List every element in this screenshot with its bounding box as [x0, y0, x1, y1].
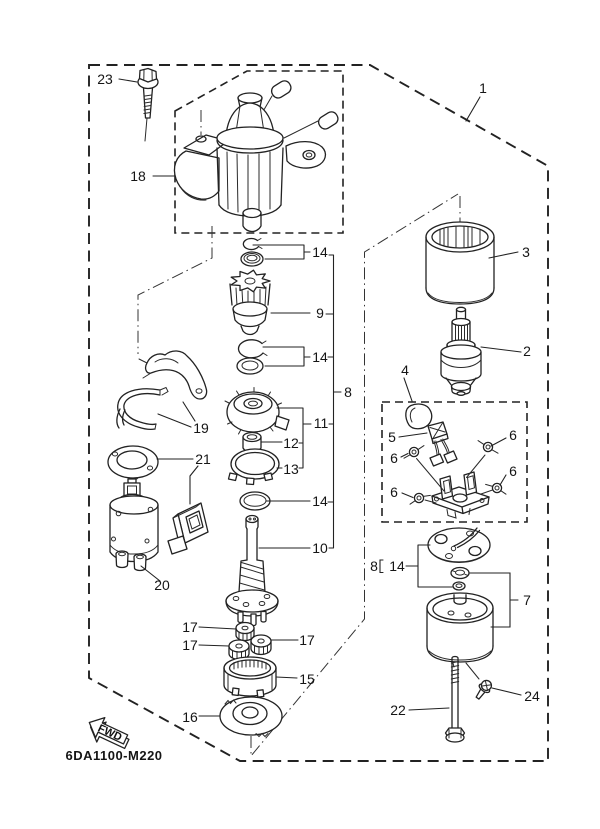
center-lines — [138, 110, 460, 756]
part-19-shift-lever — [139, 351, 207, 399]
group-4-brush-set — [404, 404, 506, 518]
part-21-gasket-ring — [108, 446, 158, 481]
callout-6-a: 6 — [509, 427, 517, 443]
callout-14-low: 14 — [312, 493, 328, 509]
circlip-14-mid — [238, 340, 267, 358]
callout-1: 1 — [479, 80, 487, 96]
group-7-end-frame — [427, 528, 494, 742]
callout-8-rear: 8 — [370, 558, 378, 574]
callout-14-rear: 14 — [389, 558, 405, 574]
callout-13: 13 — [283, 461, 299, 477]
part-11-clutch-housing — [225, 388, 289, 437]
brush-end-plate — [428, 528, 490, 563]
callout-6-c: 6 — [509, 463, 517, 479]
circlip-14-top — [243, 239, 262, 250]
callout-10: 10 — [312, 540, 328, 556]
washer-14-mid — [237, 358, 263, 374]
callout-6-d: 6 — [390, 484, 398, 500]
callout-4: 4 — [401, 362, 409, 378]
callout-20: 20 — [154, 577, 170, 593]
callout-14-top: 14 — [312, 244, 328, 260]
part-13-retainer-ring — [229, 449, 280, 485]
fwd-label: FWD — [95, 722, 124, 744]
callout-15: 15 — [299, 671, 315, 687]
terminal-cap-b — [316, 110, 340, 132]
callout-22: 22 — [390, 702, 406, 718]
part-9-pinion-gear — [230, 270, 270, 334]
callout-23: 23 — [97, 71, 113, 87]
part-18-starter-motor — [174, 79, 340, 232]
part-22-through-bolt — [446, 657, 465, 743]
boundary-frames — [89, 65, 548, 761]
callout-17-c: 17 — [299, 632, 315, 648]
part-2-armature — [441, 307, 481, 395]
callout-2: 2 — [523, 343, 531, 359]
callout-6-b: 6 — [390, 450, 398, 466]
brush-holder — [432, 472, 489, 518]
callout-18: 18 — [130, 168, 146, 184]
callout-17-a: 17 — [182, 619, 198, 635]
part-23-flange-bolt — [138, 69, 158, 142]
callout-11: 11 — [313, 415, 329, 431]
callout-24: 24 — [524, 688, 540, 704]
callout-8: 8 — [344, 384, 352, 400]
part-20-solenoid — [110, 479, 158, 571]
callout-16: 16 — [182, 709, 198, 725]
callout-12: 12 — [283, 435, 299, 451]
oring-7 — [453, 582, 465, 590]
drawing-code: 6DA1100-M220 — [65, 748, 163, 763]
callout-17-b: 17 — [182, 637, 198, 653]
rear-cover — [427, 593, 493, 662]
callout-labels — [97, 71, 540, 725]
callout-21: 21 — [195, 451, 211, 467]
part-10-drive-shaft — [226, 516, 278, 626]
part-17-planet-gears — [229, 623, 271, 660]
callout-7: 7 — [523, 592, 531, 608]
outer-dashed-boundary — [89, 65, 548, 761]
part-21-relay-bracket — [168, 503, 208, 554]
washer-14-top — [241, 252, 263, 266]
part-15-ring-gear — [224, 657, 276, 697]
callout-19: 19 — [193, 420, 209, 436]
part-24-screw — [473, 678, 495, 702]
callout-5: 5 — [388, 429, 396, 445]
part-3-yoke-housing — [426, 222, 494, 304]
terminal-cap-a — [269, 79, 293, 101]
washer-7 — [451, 568, 469, 579]
callout-14-mid: 14 — [312, 349, 328, 365]
callout-9: 9 — [316, 305, 324, 321]
part-19-spring-clip — [117, 388, 168, 430]
callout-3: 3 — [522, 244, 530, 260]
